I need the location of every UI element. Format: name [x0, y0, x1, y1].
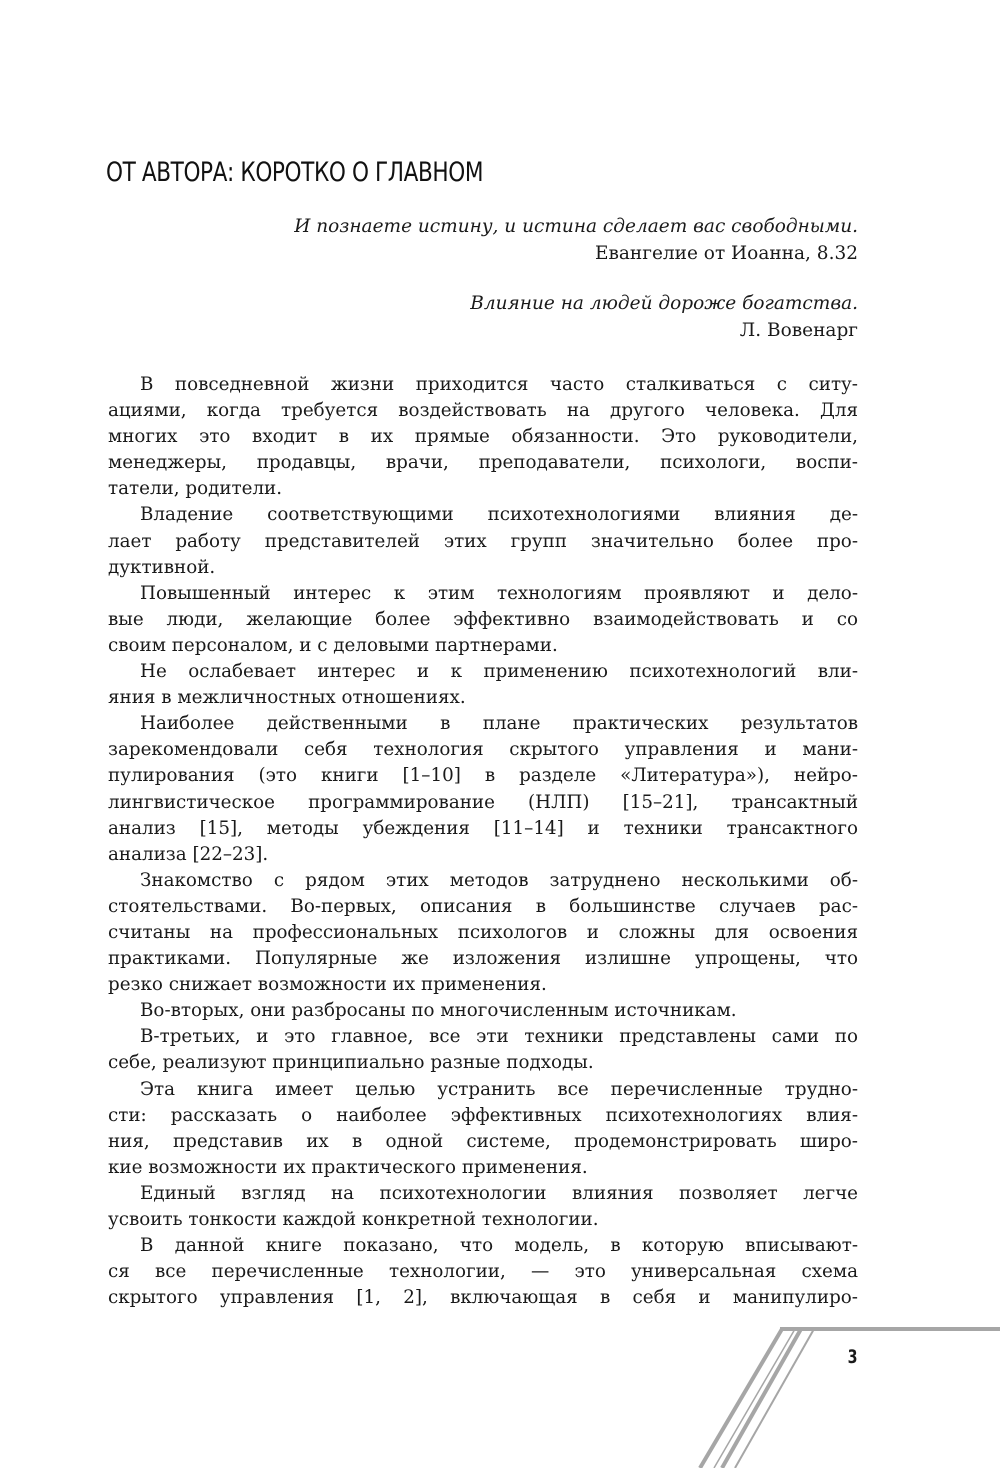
- text-line: В повседневной жизни приходится часто сталкиваться с ситу-: [140, 374, 858, 395]
- text-line: считаны на профессиональных психологов и сложны для освоения: [108, 921, 858, 943]
- text-line: Не ослабевает интерес и к применению психотехнологий вли-: [140, 661, 858, 683]
- text-line: резко снижает возможности их применения.: [108, 974, 547, 996]
- text-line: татели, родители.: [108, 478, 283, 500]
- text-line: яния в межличностных отношениях.: [108, 687, 466, 709]
- text-line: лингвистическое программирование (НЛП) [15–21], трансактный: [108, 791, 858, 813]
- text-line: Повышенный интерес к этим технологиям проявляют и дело-: [140, 582, 858, 604]
- text-line: ациями, когда требуется воздействовать на другого человека. Для: [108, 400, 858, 422]
- epigraph-source: Л. Вовенарг: [739, 320, 858, 341]
- text-line: анализа [22–23].: [108, 843, 269, 865]
- text-line: своим персоналом, и с деловыми партнерами.: [108, 634, 558, 656]
- text-line: ся все перечисленные технологии, — это универсальная схема: [108, 1261, 858, 1283]
- text-line: вые люди, желающие более эффективно взаимодействовать и со: [108, 608, 858, 630]
- text-line: Знакомство с рядом этих методов затруднено несколькими об-: [140, 869, 858, 891]
- text-line: кие возможности их практического применения.: [108, 1156, 588, 1178]
- text-line: ния, представив их в одной системе, продемонстрировать широ-: [108, 1130, 858, 1152]
- text-line: сти: рассказать о наиболее эффективных психотехнологиях влия-: [108, 1104, 858, 1126]
- text-line: стоятельствами. Во-первых, описания в большинстве случаев рас-: [108, 895, 858, 917]
- text-line: менеджеры, продавцы, врачи, преподаватели, психологи, воспи-: [108, 452, 858, 474]
- text-line: усвоить тонкости каждой конкретной технологии.: [108, 1209, 599, 1230]
- text-line: дуктивной.: [108, 556, 216, 578]
- text-line: В-третьих, и это главное, все эти техники представлены сами по: [140, 1026, 858, 1048]
- text-line: пулирования (это книги [1–10] в разделе «Литература»), нейро-: [108, 765, 858, 787]
- text-line: лает работу представителей этих групп значительно более про-: [108, 530, 858, 552]
- epigraph-quote: И познаете истину, и истина сделает вас свободными.: [294, 216, 858, 237]
- text-line: Владение соответствующими психотехнологиями влияния де-: [140, 504, 858, 526]
- text-line: анализ [15], методы убеждения [11–14] и техники трансактного: [108, 817, 858, 839]
- epigraph-quote: Влияние на людей дороже богатства.: [470, 293, 858, 314]
- epigraph-source: Евангелие от Иоанна, 8.32: [594, 243, 858, 264]
- text-line: практиками. Популярные же изложения излишне упрощены, что: [108, 948, 858, 970]
- text-line: Единый взгляд на психотехнологии влияния позволяет легче: [140, 1182, 858, 1204]
- text-line: Во-вторых, они разбросаны по многочисленным источникам.: [140, 1000, 737, 1022]
- chapter-heading: ОТ АВТОРА: КОРОТКО О ГЛАВНОМ: [106, 157, 484, 188]
- text-line: себе, реализуют принципиально разные подходы.: [108, 1052, 594, 1074]
- page-number: 3: [847, 1346, 858, 1368]
- text-line: В данной книге показано, что модель, в которую вписывают-: [140, 1235, 858, 1257]
- text-line: скрытого управления [1, 2], включающая в себя и манипулиро-: [108, 1287, 858, 1309]
- text-line: Эта книга имеет целью устранить все перечисленные трудно-: [140, 1078, 858, 1100]
- text-line: многих это входит в их прямые обязанности. Это руководители,: [108, 426, 858, 448]
- text-line: зарекомендовали себя технология скрытого управления и мани-: [108, 739, 858, 761]
- text-line: Наиболее действенными в плане практических результатов: [140, 713, 858, 735]
